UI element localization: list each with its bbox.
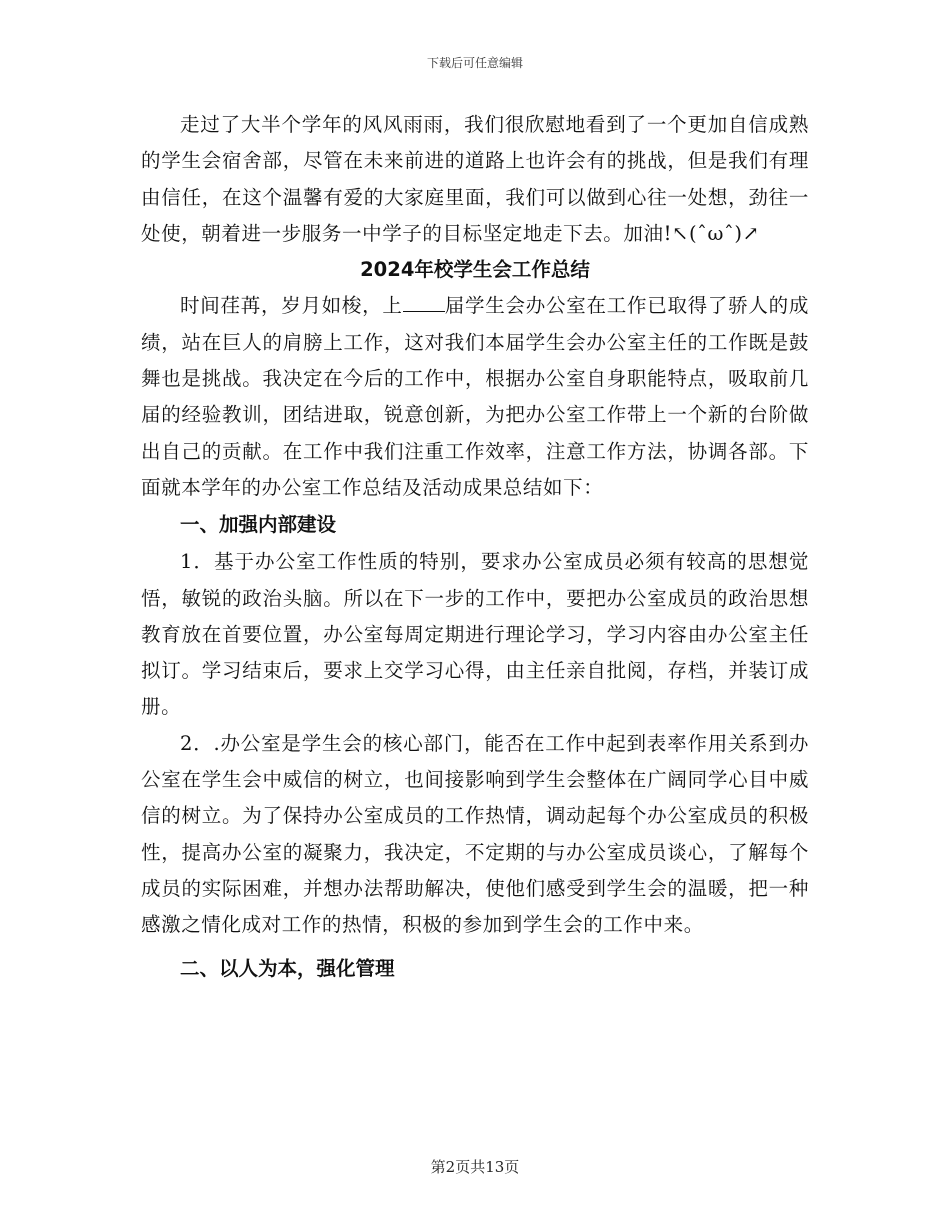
section1-item-2: 2．.办公室是学生会的核心部门，能否在工作中起到表率作用关系到办公室在学生会中威信的树立，也间接影响到学生会整体在广阔同学心目中威信的树立。为了保持办公室成员的工作热情，调动起每个办公室成员的积极性，提高办公室的凝聚力，我决定，不定期的与办公室成员谈心，了解每个成员的实际困难，并想办法帮助解决，使他们感受到学生会的温暖，把一种感激之情化成对工作的热情，积极的参加到学生会的工作中来。 (141, 731, 809, 937)
section-heading-1: 一、加强内部建设 (180, 513, 337, 537)
intro-paragraph: 走过了大半个学年的风风雨雨，我们很欣慰地看到了一个更加自信成熟的学生会宿舍部，尽管在未来前进的道路上也许会有的挑战，但是我们有理由信任，在这个温馨有爱的大家庭里面，我们可以做到心往一处想，劲往一处使，朝着进一步服务一中学子的目标坚定地走下去。加油!↖(ˆωˆ)↗ (141, 113, 809, 245)
opening-text-start: 时间荏苒，岁月如梭，上 (180, 294, 403, 318)
opening-paragraph (141, 288, 809, 506)
blank-underline (403, 293, 445, 312)
page-footer: 第2页共13页 (430, 1158, 520, 1176)
section-heading-2: 二、以人为本，强化管理 (180, 956, 395, 980)
page-header-note: 下载后可任意编辑 (426, 56, 523, 70)
document-title: 2024年校学生会工作总结 (360, 258, 590, 282)
document-body (141, 107, 809, 988)
opening-text-end: 届学生会办公室在工作已取得了骄人的成绩，站在巨人的肩膀上工作，这对我们本届学生会办公室主任的工作既是鼓舞也是挑战。我决定在今后的工作中，根据办公室自身职能特点，吸取前几届的经验教训，团结进取，锐意创新，为把办公室工作带上一个新的台阶做出自己的贡献。在工作中我们注重工作效率，注意工作方法，协调各部。下面就本学年的办公室工作总结及活动成果总结如下： (141, 294, 809, 499)
section1-item-1: 1．基于办公室工作性质的特别，要求办公室成员必须有较高的思想觉悟，敏锐的政治头脑。所以在下一步的工作中，要把办公室成员的政治思想教育放在首要位置，办公室每周定期进行理论学习，学习内容由办公室主任拟订。学习结束后，要求上交学习心得，由主任亲自批阅，存档，并装订成册。 (141, 550, 809, 719)
